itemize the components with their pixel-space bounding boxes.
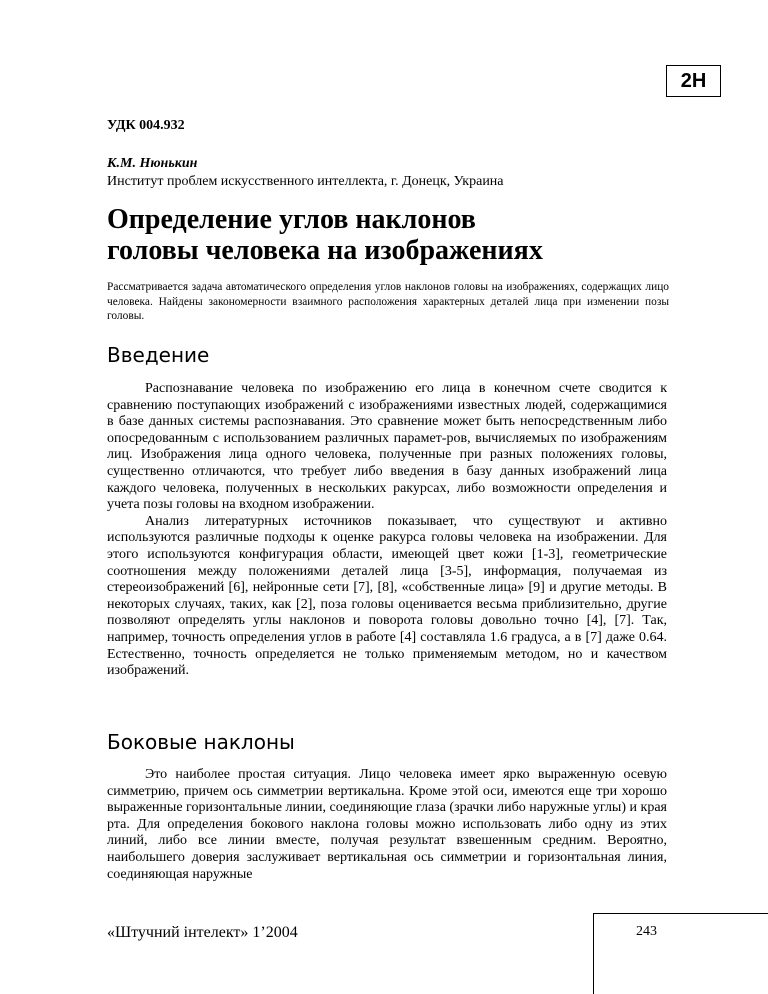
section-heading-side-tilts: Боковые наклоны bbox=[107, 730, 295, 754]
journal-name: «Штучний інтелект» 1’2004 bbox=[107, 924, 298, 941]
paragraph: Это наиболее простая ситуация. Лицо человека имеет ярко выраженную осевую симметрию, причем ось симметрии вертикальна. Кроме этой оси, имеются еще три хорошо выраженные горизонтальные линии, соединяющие глаза (зрачки либо наружные углы) и края рта. Для определения бокового наклона головы можно использовать либо одну из этих линий, либо все линии вместе, получая результат взвешенным средним. Вероятно, наибольшего доверия заслуживает вертикальная ось симметрии и горизонтальная линия, соединяющая наружные bbox=[107, 767, 667, 882]
section-code-badge: 2Н bbox=[666, 65, 721, 97]
section-body-side-tilts bbox=[107, 767, 667, 883]
paragraph: Распознавание человека по изображению его лица в конечном счете сводится к сравнению поступающих изображений с изображениями известных людей, содержащимися в базе данных системы распознавания. Это сравнение может быть непосредственным либо опосредованным с использованием различных парамет-ров, вычисляемых по изображениям лиц. Изображения лица одного человека, полученные при разных положениях головы, существенно отличаются, что требует либо введения в базу данных изображений лица каждого человека, полученных в нескольких ракурсах, либо возможности определения и учета позы головы на входном изображении. bbox=[107, 381, 667, 513]
page-number: 243 bbox=[636, 924, 657, 939]
paper-title bbox=[107, 204, 667, 266]
paper-title-line-2: головы человека на изображениях bbox=[107, 235, 543, 266]
footer-divider bbox=[593, 913, 594, 994]
udc-code: УДК 004.932 bbox=[107, 118, 185, 133]
author-name: К.М. Нюнькин bbox=[107, 156, 198, 171]
abstract: Рассматривается задача автоматического определения углов наклонов головы на изображениях, содержащих лицо человека. Найдены закономерности взаимного расположения характерных деталей лица при изменении позы головы. bbox=[107, 281, 669, 322]
author-affiliation: Институт проблем искусственного интеллекта, г. Донецк, Украина bbox=[107, 174, 504, 189]
paper-title-line-1: Определение углов наклонов bbox=[107, 204, 476, 235]
paragraph: Анализ литературных источников показывает, что существуют и активно используются различные подходы к оценке ракурса головы человека на изображении. Для этого используются конфигурация области, имеющей цвет кожи [1-3], геометрические соотношения между положениями деталей лица [3-5], информация, получаемая из стереоизображений [6], нейронные сети [7], [8], «собственные лица» [9] и другие методы. В некоторых случаях, таких, как [2], поза головы оценивается весьма приблизительно, другие позволяют определять углы наклонов и поворота головы довольно точно [4], [7]. Так, например, точность определения углов в работе [4] составляла 1.6 градуса, а в [7] даже 0.64. Естественно, точность определяется не только применяемым методом, но и качеством изображений. bbox=[107, 513, 667, 679]
section-heading-intro: Введение bbox=[107, 343, 210, 367]
section-body-intro bbox=[107, 381, 667, 680]
footer-rule bbox=[593, 913, 768, 914]
